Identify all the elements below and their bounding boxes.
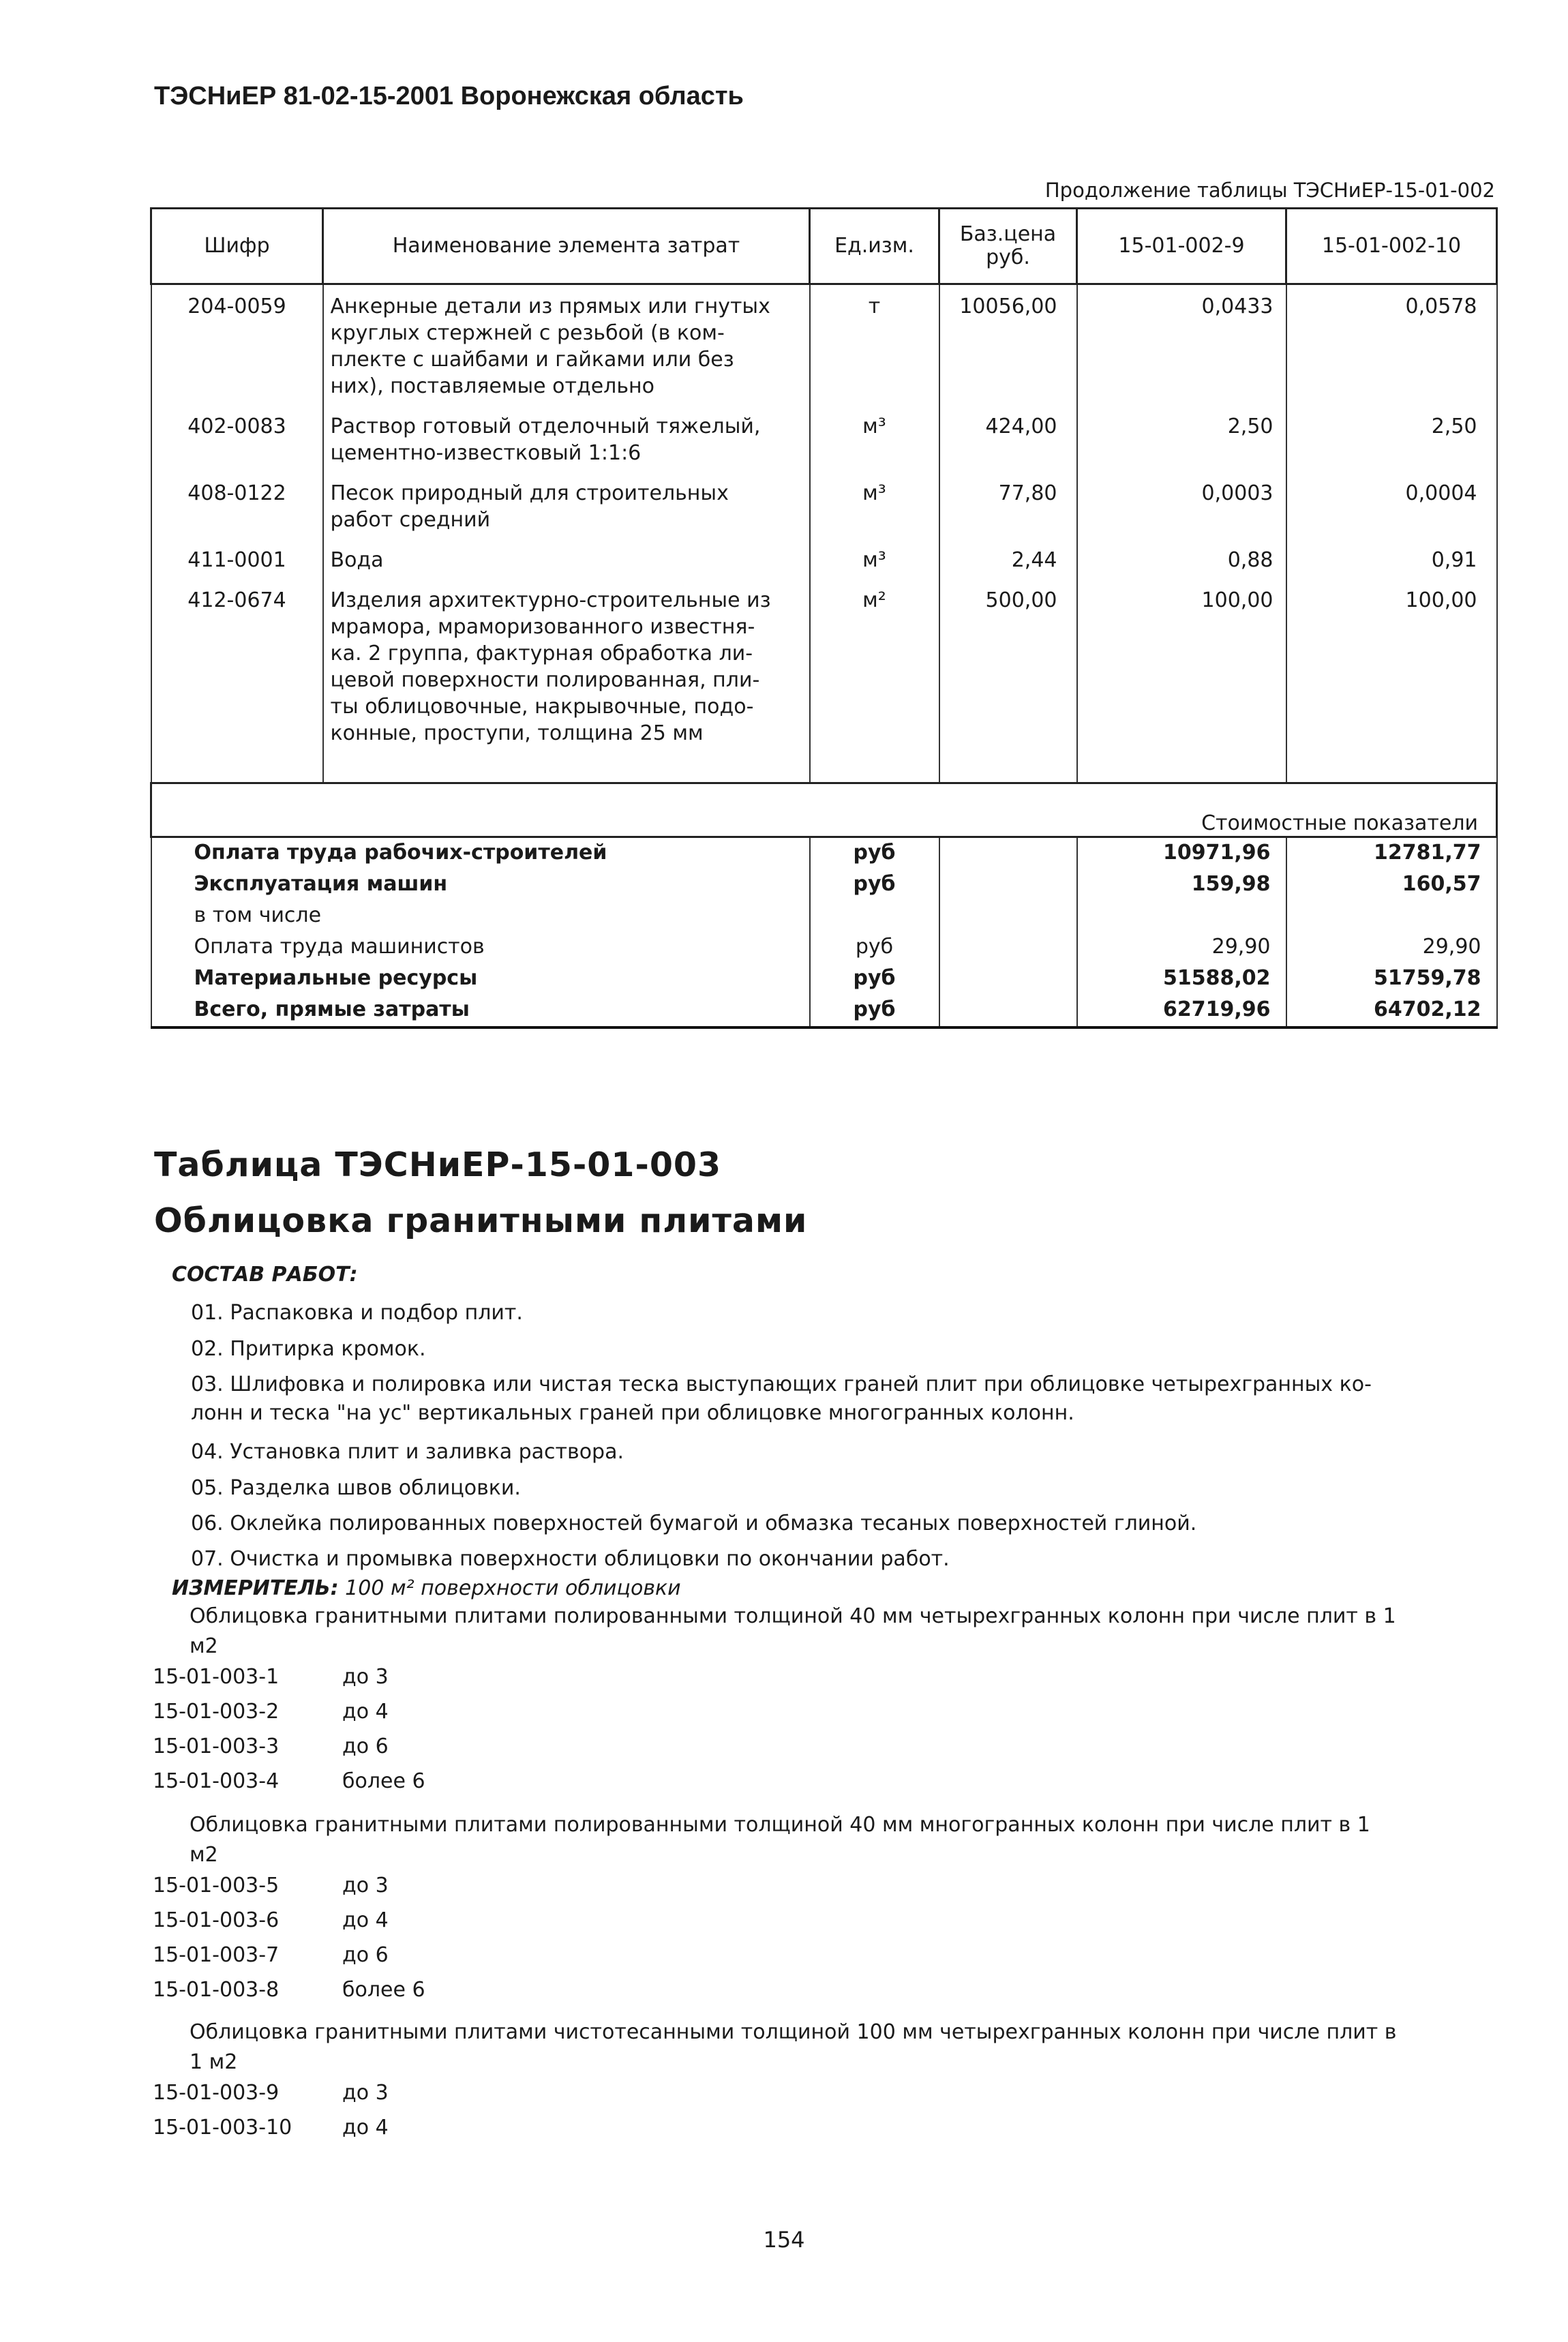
row-unit: т [810, 284, 939, 406]
page-number: 154 [763, 2227, 805, 2253]
cost-indicators [151, 783, 1497, 1028]
indicator-value-9: 10971,96 [1077, 837, 1286, 870]
indicator-unit [810, 901, 939, 932]
indicator-row [151, 869, 1497, 901]
row-price: 10056,00 [939, 284, 1077, 406]
indicator-empty [939, 963, 1077, 995]
row-name [323, 579, 810, 752]
indicator-name: Оплата труда машинистов [151, 932, 810, 963]
measure-line [172, 1576, 681, 1600]
row-code: 204-0059 [151, 284, 323, 406]
indicator-value-10: 64702,12 [1286, 995, 1497, 1027]
norm-code: 15-01-003-6 [153, 1908, 280, 1932]
row-unit: м² [810, 579, 939, 752]
row-unit: м³ [810, 539, 939, 579]
work-item: 03. Шлифовка и полировка или чистая теска выступающих граней плит при облицовке четырехгранных ко- [191, 1372, 1372, 1396]
table-row [151, 579, 1497, 752]
norm-code: 15-01-003-5 [153, 1874, 280, 1897]
indicator-unit: руб [810, 932, 939, 963]
row-name-line: Раствор готовый отделочный тяжелый, [330, 415, 761, 438]
work-composition-label: СОСТАВ РАБОТ: [172, 1263, 358, 1287]
row-value-9: 2,50 [1077, 405, 1286, 472]
indicator-unit: руб [810, 837, 939, 870]
cost-header: Стоимостные показатели [151, 783, 1497, 837]
indicator-value-10: 51759,78 [1286, 963, 1497, 995]
indicator-name: Оплата труда рабочих-строителей [151, 837, 810, 870]
indicator-unit: руб [810, 995, 939, 1027]
spacer-cell [939, 752, 1077, 783]
spacer-cell [151, 752, 323, 783]
row-price: 77,80 [939, 472, 1077, 539]
header-code: Шифр [151, 209, 323, 284]
row-value-10: 0,0578 [1286, 284, 1497, 406]
indicator-value-10: 160,57 [1286, 869, 1497, 901]
norm-range: до 4 [342, 1908, 389, 1932]
row-price: 2,44 [939, 539, 1077, 579]
table-row [151, 539, 1497, 579]
group-description-line: м2 [190, 1634, 218, 1658]
row-name-line: Изделия архитектурно-строительные из [330, 588, 771, 612]
indicator-value-9: 159,98 [1077, 869, 1286, 901]
indicator-empty [939, 869, 1077, 901]
indicator-value-9: 62719,96 [1077, 995, 1286, 1027]
table-row [151, 284, 1497, 406]
indicator-row [151, 901, 1497, 932]
header-col-9: 15-01-002-9 [1077, 209, 1286, 284]
work-item: лонн и теска "на ус" вертикальных граней при облицовке многогранных колонн. [191, 1401, 1074, 1425]
row-name-line: Песок природный для строительных [330, 481, 729, 505]
row-name-line: плекте с шайбами и гайками или без [330, 348, 734, 372]
norm-range: до 6 [342, 1943, 389, 1967]
header-price: Баз.цена руб. [939, 209, 1077, 284]
indicator-unit: руб [810, 963, 939, 995]
indicator-empty [939, 932, 1077, 963]
measure-value: 100 м² поверхности облицовки [345, 1576, 681, 1600]
resource-rows [151, 284, 1497, 783]
resource-table [150, 207, 1498, 1029]
indicator-row [151, 995, 1497, 1027]
group-description-line: м2 [190, 1843, 218, 1867]
row-name [323, 539, 810, 579]
norm-code: 15-01-003-7 [153, 1943, 280, 1967]
norm-code: 15-01-003-2 [153, 1700, 280, 1724]
norm-range: до 3 [342, 1874, 389, 1897]
measure-label: ИЗМЕРИТЕЛЬ: [172, 1576, 339, 1600]
work-item: 06. Оклейка полированных поверхностей бумагой и обмазка тесаных поверхностей глиной. [191, 1512, 1197, 1535]
indicator-value-9: 29,90 [1077, 932, 1286, 963]
row-value-9: 0,88 [1077, 539, 1286, 579]
norm-code: 15-01-003-3 [153, 1735, 280, 1758]
section-subtitle: Облицовка гранитными плитами [154, 1201, 808, 1240]
indicator-row [151, 932, 1497, 963]
norm-range: до 4 [342, 1700, 389, 1724]
row-value-10: 2,50 [1286, 405, 1497, 472]
table-spacer [151, 752, 1497, 783]
row-value-10: 0,0004 [1286, 472, 1497, 539]
norm-range: до 4 [342, 2116, 389, 2140]
row-name-line: Анкерные детали из прямых или гнутых [330, 295, 770, 318]
row-value-9: 100,00 [1077, 579, 1286, 752]
continuation-note: Продолжение таблицы ТЭСНиЕР-15-01-002 [1044, 179, 1495, 202]
row-name-line: работ средний [330, 508, 491, 532]
indicator-empty [939, 901, 1077, 932]
row-price: 424,00 [939, 405, 1077, 472]
row-code: 411-0001 [151, 539, 323, 579]
row-unit: м³ [810, 472, 939, 539]
spacer-cell [810, 752, 939, 783]
norm-code: 15-01-003-1 [153, 1665, 280, 1689]
row-name-line: ты облицовочные, накрывочные, подо- [330, 695, 754, 719]
indicator-empty [939, 995, 1077, 1027]
work-item: 01. Распаковка и подбор плит. [191, 1301, 523, 1325]
norm-code: 15-01-003-10 [153, 2116, 292, 2140]
group-description-line: Облицовка гранитными плитами полированными толщиной 40 мм многогранных колонн при числе плит в 1 [190, 1813, 1370, 1837]
spacer-cell [1077, 752, 1286, 783]
indicator-unit: руб [810, 869, 939, 901]
spacer-cell [1286, 752, 1497, 783]
group-description-line: Облицовка гранитными плитами чистотесанными толщиной 100 мм четырехгранных колонн при числе плит в [190, 2020, 1397, 2044]
header-col-10: 15-01-002-10 [1286, 209, 1497, 284]
row-value-10: 100,00 [1286, 579, 1497, 752]
group-description-line: Облицовка гранитными плитами полированными толщиной 40 мм четырехгранных колонн при числе плит в 1 [190, 1604, 1396, 1628]
indicator-value-9 [1077, 901, 1286, 932]
row-name-line: круглых стержней с резьбой (в ком- [330, 321, 725, 345]
row-name-line: цевой поверхности полированная, пли- [330, 668, 760, 692]
work-item: 04. Установка плит и заливка раствора. [191, 1440, 624, 1464]
row-name [323, 284, 810, 406]
group-description-line: 1 м2 [190, 2050, 238, 2074]
indicator-empty [939, 837, 1077, 870]
header-name: Наименование элемента затрат [323, 209, 810, 284]
row-name-line: конные, проступи, толщина 25 мм [330, 721, 704, 745]
row-name-line: них), поставляемые отдельно [330, 374, 654, 398]
indicator-value-10 [1286, 901, 1497, 932]
indicator-value-10: 12781,77 [1286, 837, 1497, 870]
table-header-row [151, 209, 1497, 284]
work-item: 05. Разделка швов облицовки. [191, 1476, 521, 1500]
table-row [151, 472, 1497, 539]
norm-code: 15-01-003-9 [153, 2081, 280, 2105]
row-value-9: 0,0433 [1077, 284, 1286, 406]
row-name-line: мрамора, мраморизованного известня- [330, 615, 755, 639]
indicator-name: в том числе [151, 901, 810, 932]
indicator-name: Всего, прямые затраты [151, 995, 810, 1027]
indicator-row [151, 963, 1497, 995]
row-name [323, 405, 810, 472]
row-name [323, 472, 810, 539]
row-code: 412-0674 [151, 579, 323, 752]
norm-range: более 6 [342, 1978, 425, 2002]
indicator-name: Эксплуатация машин [151, 869, 810, 901]
norm-code: 15-01-003-4 [153, 1769, 280, 1793]
row-name-line: Вода [330, 548, 384, 572]
norm-range: до 6 [342, 1735, 389, 1758]
norm-range: до 3 [342, 2081, 389, 2105]
header-unit: Ед.изм. [810, 209, 939, 284]
section-title: Таблица ТЭСНиЕР-15-01-003 [154, 1145, 722, 1184]
row-unit: м³ [810, 405, 939, 472]
norm-range: более 6 [342, 1769, 425, 1793]
norm-range: до 3 [342, 1665, 389, 1689]
work-item: 02. Притирка кромок. [191, 1337, 426, 1361]
row-code: 408-0122 [151, 472, 323, 539]
row-value-9: 0,0003 [1077, 472, 1286, 539]
row-name-line: цементно-известковый 1:1:6 [330, 441, 642, 465]
indicator-row [151, 837, 1497, 870]
table-row [151, 405, 1497, 472]
indicator-value-9: 51588,02 [1077, 963, 1286, 995]
cost-header-row [151, 783, 1497, 837]
row-name-line: ка. 2 группа, фактурная обработка ли- [330, 642, 753, 665]
work-item: 07. Очистка и промывка поверхности облицовки по окончании работ. [191, 1547, 950, 1571]
indicator-name: Материальные ресурсы [151, 963, 810, 995]
norm-code: 15-01-003-8 [153, 1978, 280, 2002]
spacer-cell [323, 752, 810, 783]
row-value-10: 0,91 [1286, 539, 1497, 579]
row-code: 402-0083 [151, 405, 323, 472]
row-price: 500,00 [939, 579, 1077, 752]
document-header: ТЭСНиЕР 81-02-15-2001 Воронежская область [154, 82, 744, 110]
indicator-value-10: 29,90 [1286, 932, 1497, 963]
